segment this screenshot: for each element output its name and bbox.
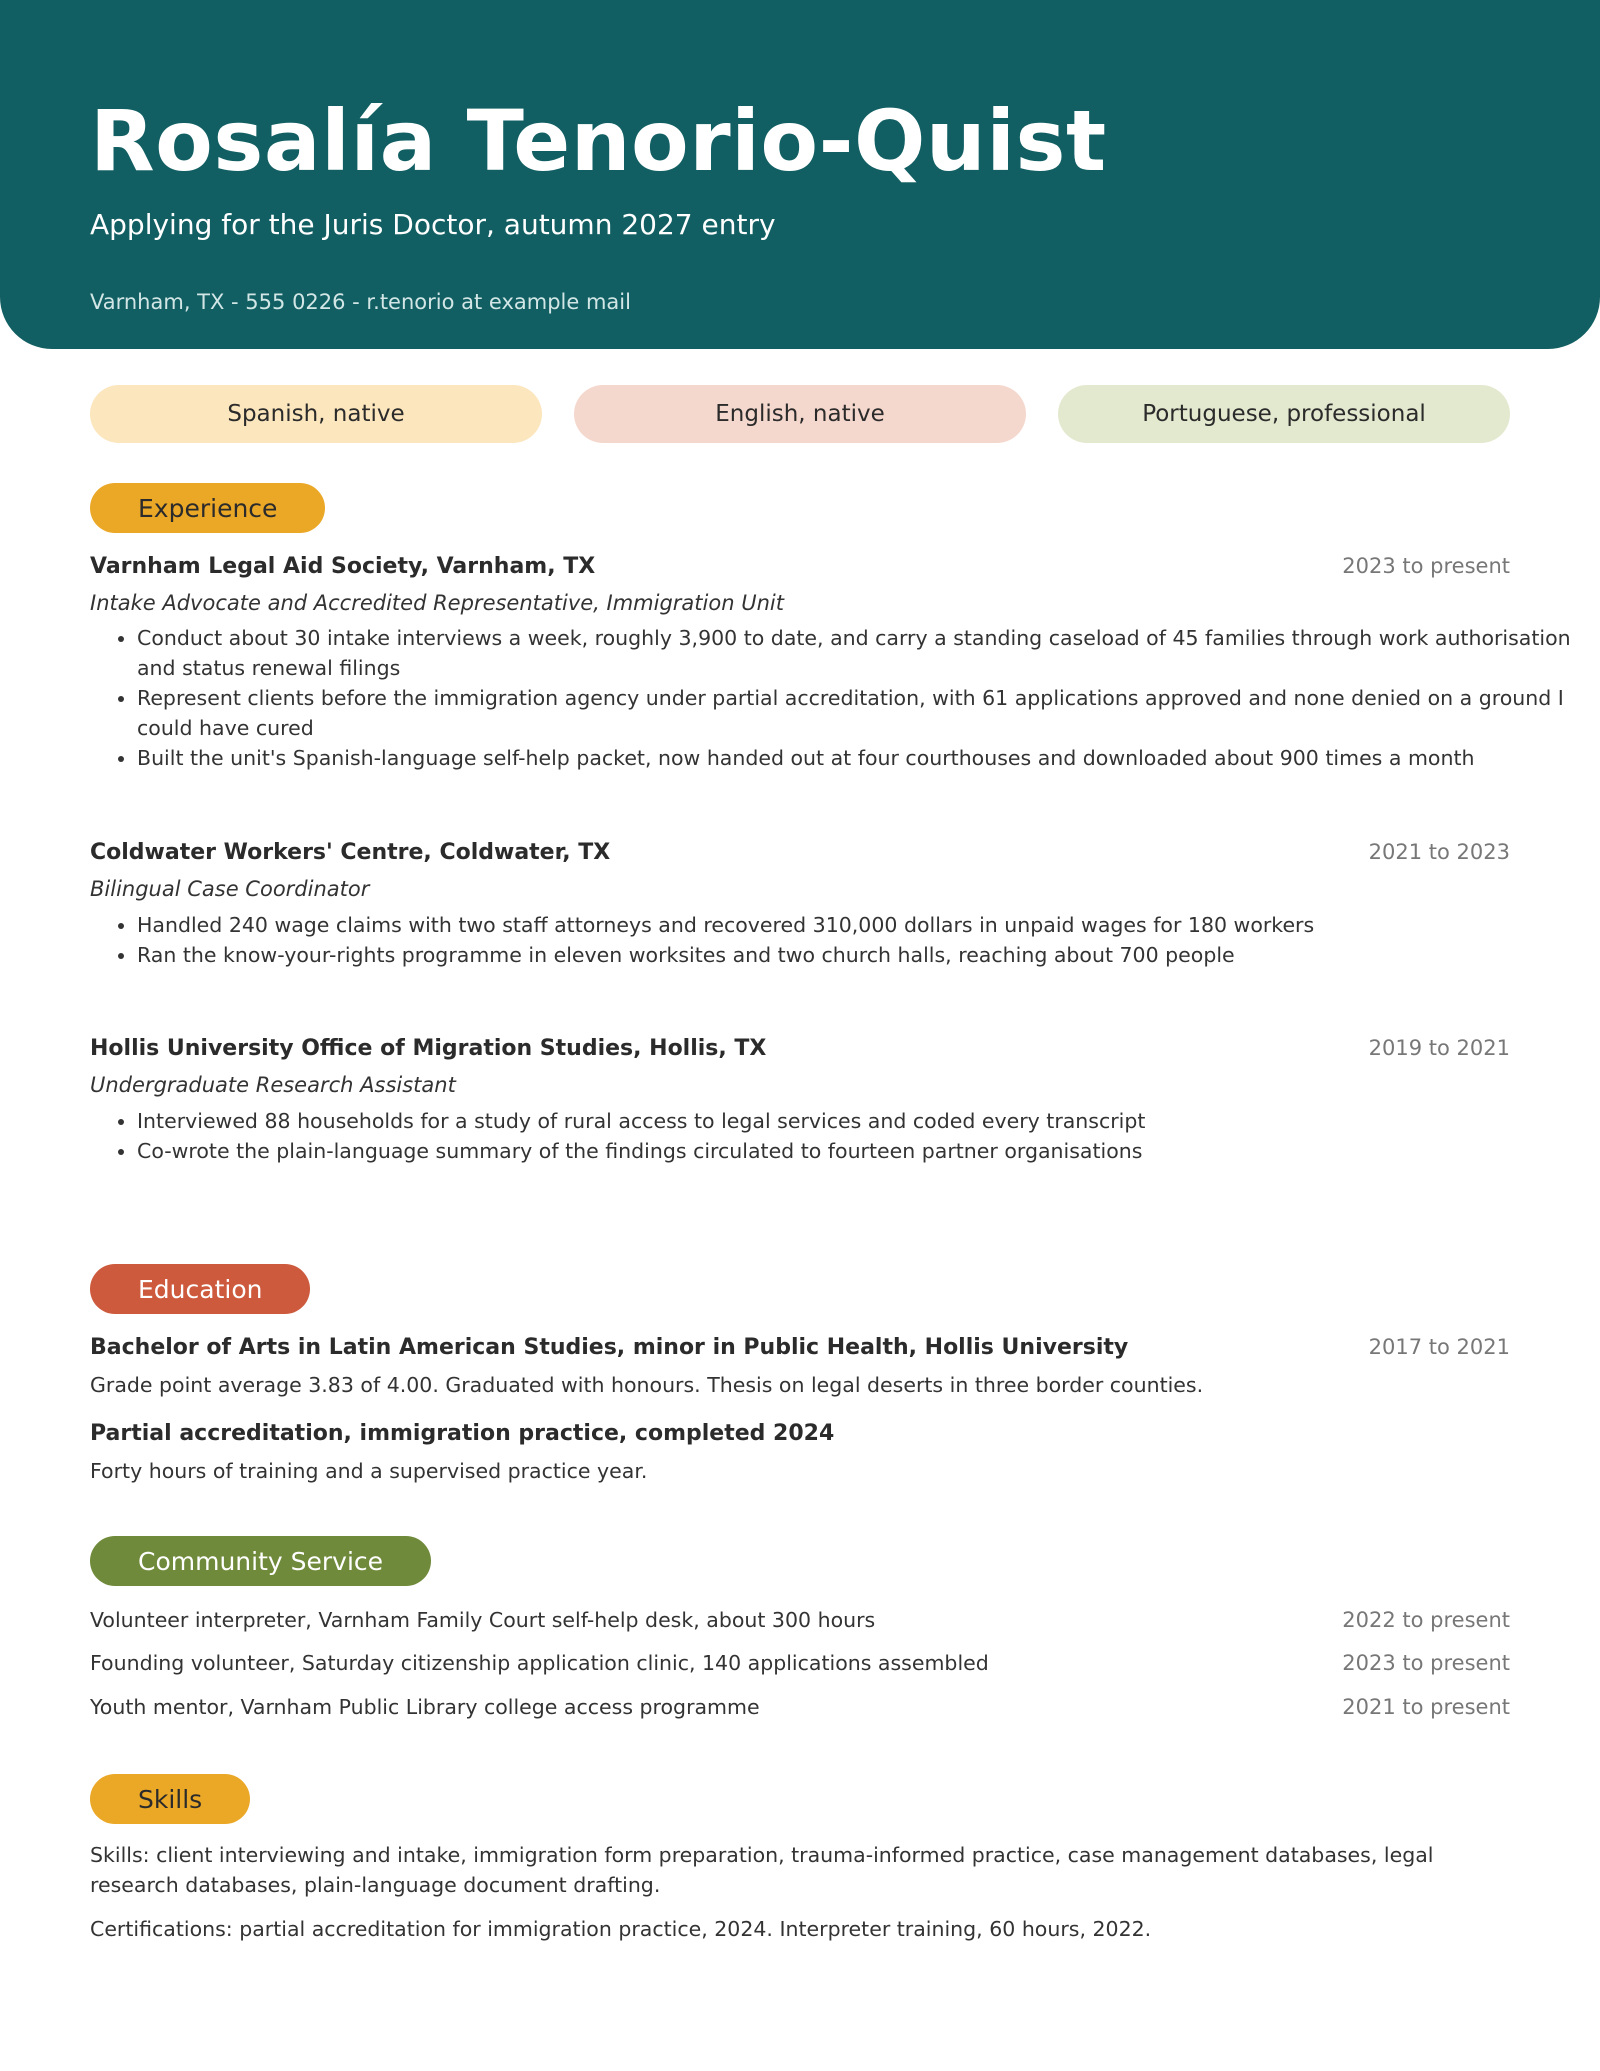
experience-bullet: • Ran the know-your-rights programme in eleven worksites and two church halls, reaching about 700 people [137,940,1577,970]
experience-org: Hollis University Office of Migration Studies, Hollis, TX [90,1036,767,1061]
education-heading: Education [90,1264,310,1314]
experience-role: Undergraduate Research Assistant [90,1073,456,1097]
experience-bullet: • Co-wrote the plain-language summary of the findings circulated to fourteen partner organisations [137,1136,1577,1166]
languages-row [90,385,1510,443]
application-subtitle: Applying for the Juris Doctor, autumn 2027 entry [90,208,776,241]
community-dates: 2022 to present [1342,1608,1510,1632]
community-item: Founding volunteer, Saturday citizenship application clinic, 140 applications assembled [90,1651,989,1675]
experience-bullet: • Interviewed 88 households for a study of rural access to legal services and coded every transcript [137,1106,1577,1136]
experience-bullets [90,623,1577,773]
experience-org: Varnham Legal Aid Society, Varnham, TX [90,554,596,579]
community-item: Youth mentor, Varnham Public Library college access programme [90,1695,760,1719]
experience-heading: Experience [90,483,325,533]
experience-bullet: • Built the unit's Spanish-language self-help packet, now handed out at four courthouses and downloaded about 900 times a month [137,743,1577,773]
experience-bullets [90,910,1577,970]
experience-role: Intake Advocate and Accredited Representative, Immigration Unit [90,591,784,615]
experience-role: Bilingual Case Coordinator [90,877,370,901]
language-chip-portuguese: Portuguese, professional [1058,385,1510,443]
education-title: Partial accreditation, immigration practice, completed 2024 [90,1421,835,1446]
community-heading: Community Service [90,1536,431,1586]
language-chip-english: English, native [574,385,1026,443]
experience-org: Coldwater Workers' Centre, Coldwater, TX [90,840,611,865]
experience-bullet: • Handled 240 wage claims with two staff attorneys and recovered 310,000 dollars in unpaid wages for 180 workers [137,910,1577,940]
certifications-line: Certifications: partial accreditation for immigration practice, 2024. Interpreter training, 60 hours, 2022. [90,1917,1152,1941]
skills-heading: Skills [90,1774,250,1824]
language-chip-spanish: Spanish, native [90,385,542,443]
experience-dates: 2021 to 2023 [1368,840,1510,864]
education-title: Bachelor of Arts in Latin American Studies, minor in Public Health, Hollis University [90,1335,1129,1360]
community-item: Volunteer interpreter, Varnham Family Court self-help desk, about 300 hours [90,1608,876,1632]
education-dates: 2017 to 2021 [1368,1335,1510,1359]
skills-line: Skills: client interviewing and intake, immigration form preparation, trauma-informed practice, case management databases, legal research databases, plain-language document drafting. [90,1843,1434,1897]
candidate-name: Rosalía Tenorio-Quist [90,92,1107,190]
community-dates: 2023 to present [1342,1651,1510,1675]
education-detail: Grade point average 3.83 of 4.00. Graduated with honours. Thesis on legal deserts in three border counties. [90,1373,1204,1397]
experience-dates: 2019 to 2021 [1368,1036,1510,1060]
experience-bullet: • Conduct about 30 intake interviews a week, roughly 3,900 to date, and carry a standing caseload of 45 families through work authorisation and status renewal filings [137,623,1577,683]
education-detail: Forty hours of training and a supervised practice year. [90,1459,648,1483]
experience-bullet: • Represent clients before the immigration agency under partial accreditation, with 61 applications approved and none denied on a ground I could have cured [137,683,1577,743]
contact-line: Varnham, TX - 555 0226 - r.tenorio at example mail [90,290,631,314]
experience-dates: 2023 to present [1342,554,1510,578]
experience-bullets [90,1106,1577,1166]
community-dates: 2021 to present [1342,1695,1510,1719]
resume-header [0,0,1600,349]
